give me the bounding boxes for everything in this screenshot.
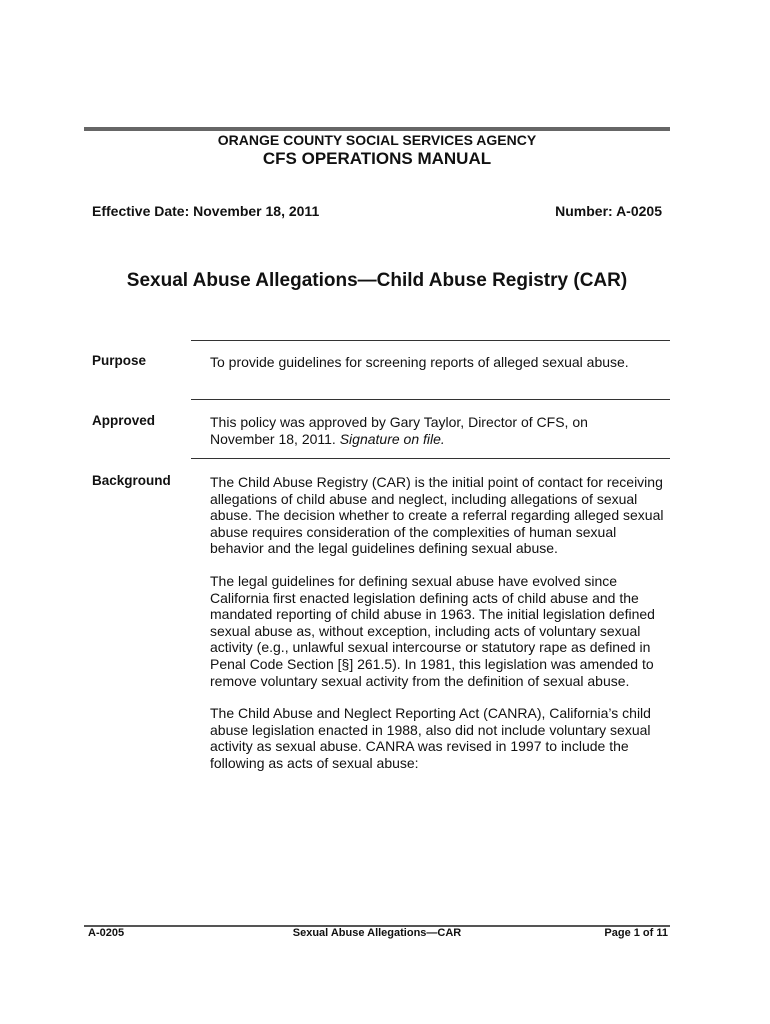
- background-text: [210, 474, 670, 788]
- background-paragraph-2: The legal guidelines for defining sexual abuse have evolved since California first enacted legislation defining acts of child abuse and the mandated reporting of child abuse in 1963. The initial legislation defined sexual abuse as, without exception, including acts of voluntary sexual activity (e.g., unlawful sexual intercourse or statutory rape as defined in Penal Code Section [§] 261.5). In 1981, this legislation was amended to remove voluntary sexual activity from the definition of sexual abuse.: [210, 572, 655, 689]
- document-title: Sexual Abuse Allegations—Child Abuse Registry (CAR): [126, 270, 628, 291]
- section-divider-approved: [191, 399, 670, 400]
- footer-page-number: Page 1 of 11: [604, 927, 668, 939]
- header-top-rule: [84, 127, 670, 131]
- background-paragraph-3: The Child Abuse and Neglect Reporting Act (CANRA), California’s child abuse legislation enacted in 1988, also did not include voluntary sexual activity as sexual abuse. CANRA was revised in 1997 to include the following as acts of sexual abuse:: [210, 705, 651, 771]
- purpose-text: [210, 354, 640, 387]
- approved-text: [210, 414, 650, 463]
- approved-statement: This policy was approved by Gary Taylor, Director of CFS, on November 18, 2011.: [210, 414, 588, 447]
- section-divider-background: [191, 458, 670, 459]
- footer-doc-number: A-0205: [88, 927, 125, 939]
- approved-paragraph: [210, 414, 650, 447]
- background-label: Background: [92, 473, 171, 488]
- purpose-paragraph: To provide guidelines for screening reports of alleged sexual abuse.: [210, 354, 629, 370]
- agency-name: ORANGE COUNTY SOCIAL SERVICES AGENCY: [217, 132, 537, 148]
- footer-doc-title: Sexual Abuse Allegations—CAR: [292, 927, 462, 939]
- effective-date: Effective Date: November 18, 2011: [92, 203, 320, 219]
- policy-number: Number: A-0205: [555, 203, 662, 219]
- section-divider-purpose: [191, 340, 670, 341]
- background-paragraph-1: The Child Abuse Registry (CAR) is the initial point of contact for receiving allegations of child abuse and neglect, including allegations of sexual abuse. The decision whether to create a referral regarding alleged sexual abuse requires consideration of the complexities of human sexual behavior and the legal guidelines defining sexual abuse.: [210, 474, 664, 557]
- purpose-label: Purpose: [92, 353, 147, 368]
- signature-note: Signature on file.: [339, 430, 445, 447]
- approved-label: Approved: [92, 413, 156, 428]
- manual-title: CFS OPERATIONS MANUAL: [262, 149, 492, 168]
